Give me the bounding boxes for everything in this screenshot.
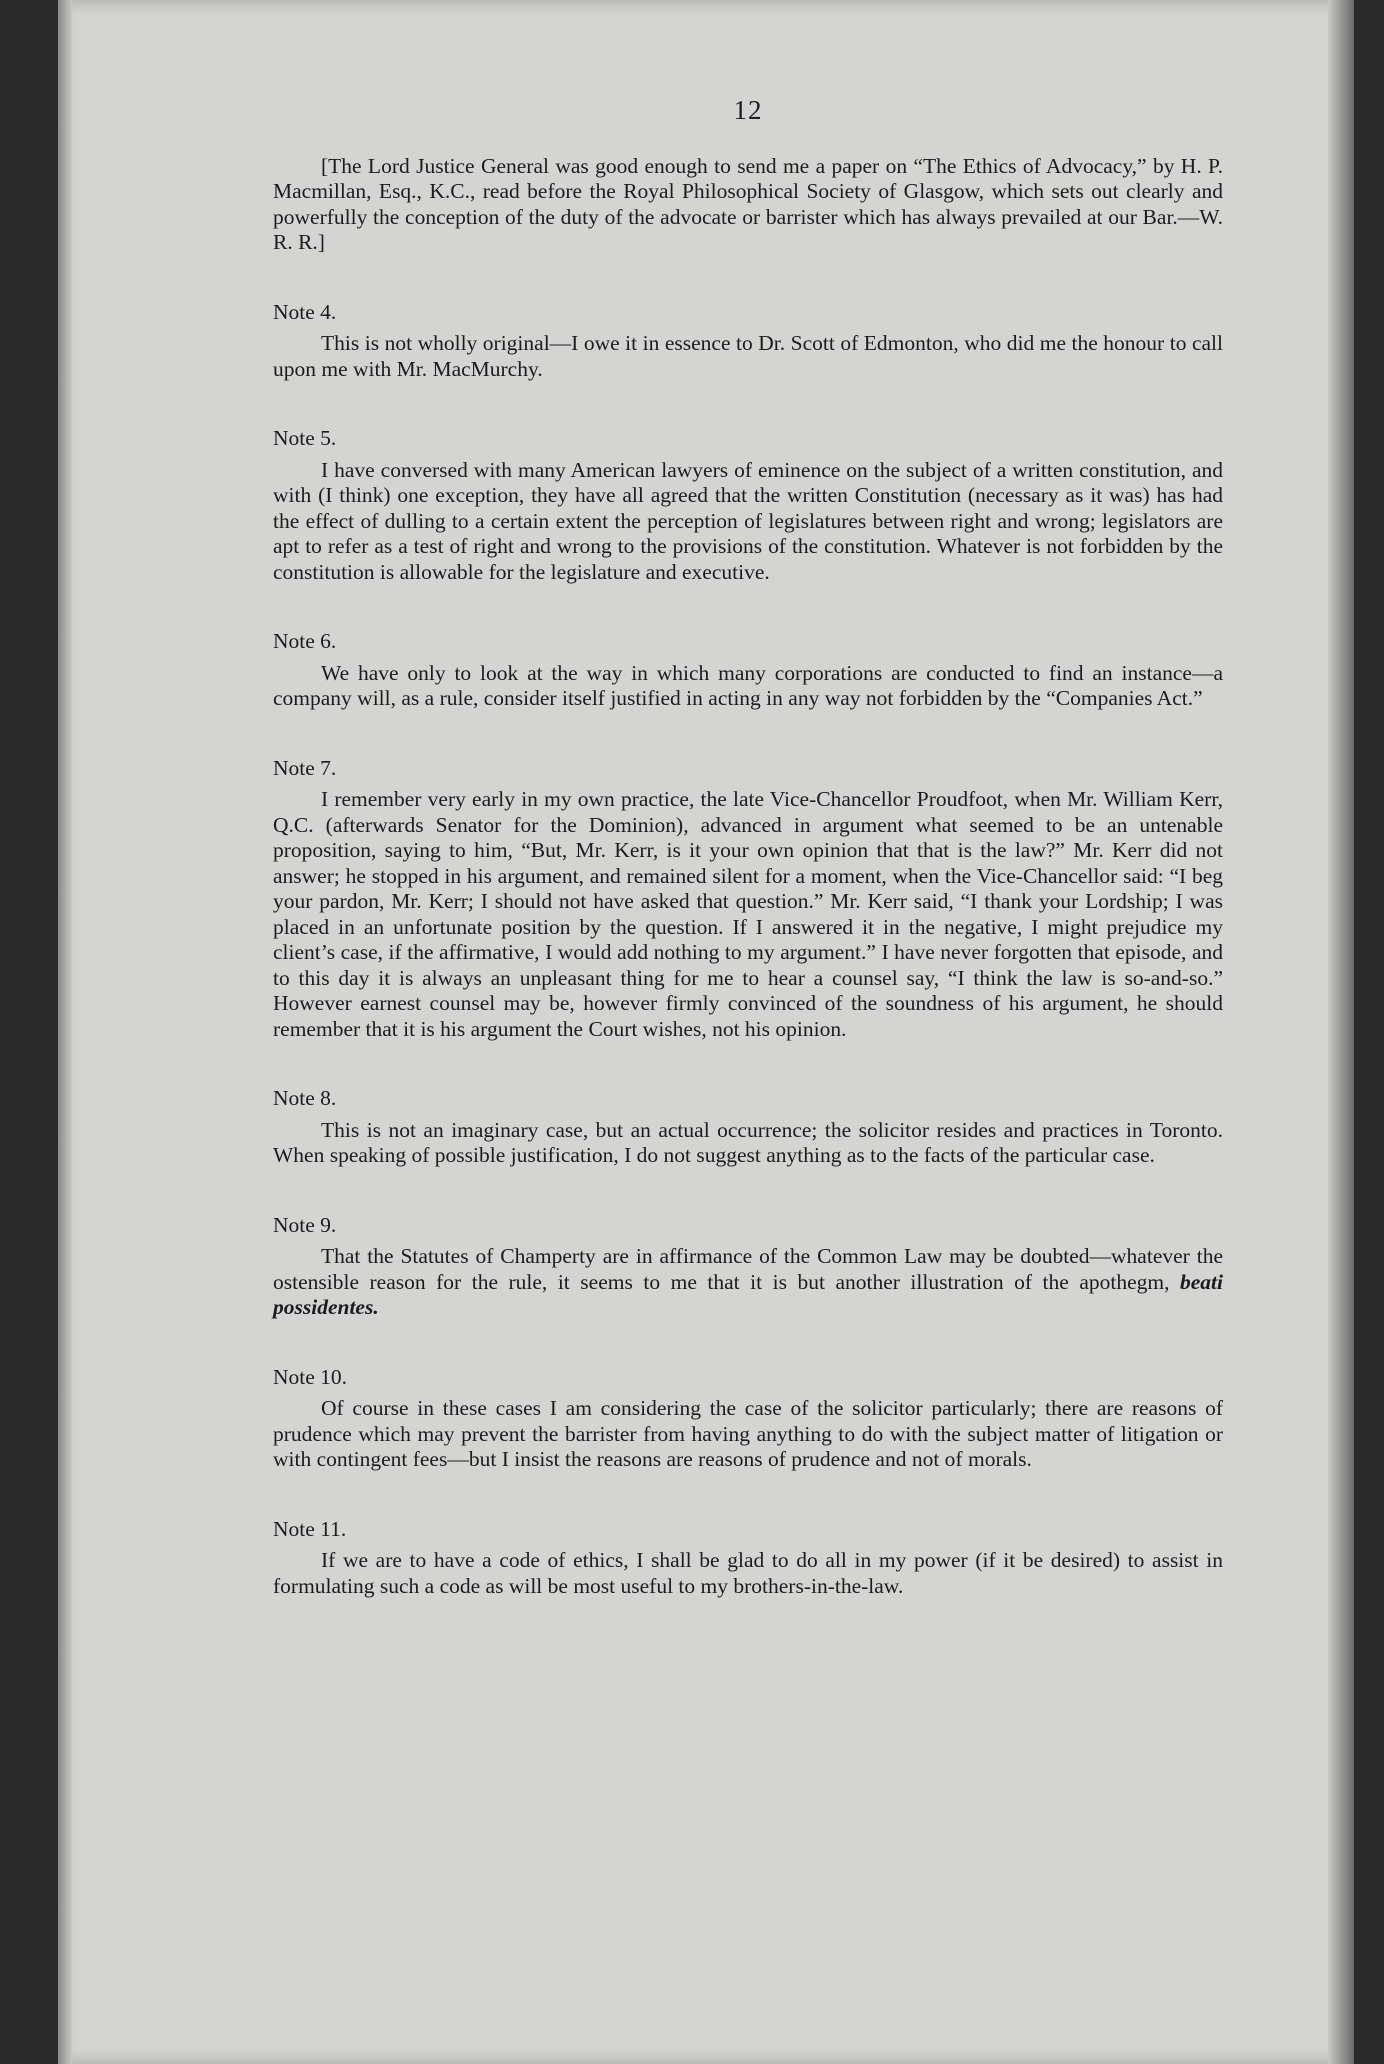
note-heading: Note 5. <box>273 426 337 450</box>
note-10 <box>273 1365 1223 1473</box>
note-7 <box>273 756 1223 1043</box>
note-text: Of course in these cases I am considering the case of the solicitor particularly; there are reasons of prudence which may prevent the barrister from having anything to do with the subject matter of litigation or with contingent fees—but I insist the reasons are reasons of prudence and not of morals. <box>273 1396 1223 1471</box>
note-9 <box>273 1213 1223 1321</box>
note-heading: Note 10. <box>273 1364 348 1389</box>
note-heading: Note 11. <box>273 1516 347 1541</box>
note-heading: Note 6. <box>273 629 337 653</box>
note-text <box>273 1244 1223 1321</box>
note-text-body: That the Statutes of Champerty are in affirmance of the Common Law may be doubted—whatever the ostensible reason for the rule, it seems to me that it is but another illustration of the apothegm, <box>273 1244 1223 1294</box>
page-edge-shadow <box>1328 0 1354 2064</box>
note-11 <box>273 1517 1223 1600</box>
note-text: This is not an imaginary case, but an actual occurrence; the solicitor resides and practices in Toronto. When speaking of possible justification, I do not suggest anything as to the facts of the particular case. <box>273 1117 1223 1167</box>
document-page <box>58 0 1354 2064</box>
note-heading: Note 4. <box>273 299 337 324</box>
page-content <box>273 95 1224 1599</box>
note-heading: Note 8. <box>273 1086 337 1110</box>
note-heading: Note 9. <box>273 1212 337 1237</box>
note-5 <box>273 426 1223 585</box>
note-text: This is not wholly original—I owe it in essence to Dr. Scott of Edmonton, who did me the honour to call upon me with Mr. MacMurchy. <box>273 331 1223 381</box>
note-4 <box>273 300 1223 383</box>
note-8 <box>273 1086 1223 1169</box>
note-text: I have conversed with many American lawyers of eminence on the subject of a written constitution, and with (I think) one exception, they have all agreed that the written Constitution (necessary as it was) has had the effect of dulling to a certain extent the perception of legislatures between right and wrong; legislators are apt to refer as a test of right and wrong to the provisions of the constitution. Whatever is not forbidden by the constitution is allowable for the legislature and executive. <box>273 457 1223 584</box>
page-number: 12 <box>733 95 763 125</box>
note-heading: Note 7. <box>273 755 337 780</box>
page-spine-shadow <box>58 0 72 2064</box>
note-text: I remember very early in my own practice, the late Vice-Chancellor Proudfoot, when Mr. William Kerr, Q.C. (afterwards Senator for the Dominion), advanced in argument what seemed to be an untenable proposition, saying to him, “But, Mr. Kerr, is it your own opinion that that is the law?” Mr. Kerr did not answer; he stopped in his argument, and remained silent for a moment, when the Vice-Chancellor said: “I beg your pardon, Mr. Kerr; I should not have asked that question.” Mr. Kerr said, “I thank your Lordship; I was placed in an unfortunate position by the question. If I answered it in the negative, I might prejudice my client’s case, if the affirmative, I would add nothing to my argument.” I have never forgotten that episode, and to this day it is always an unpleasant thing for me to hear a counsel say, “I think the law is so-and-so.” However earnest counsel may be, however firmly convinced of the soundness of his argument, he should remember that it is his argument the Court wishes, not his opinion. <box>273 787 1223 1041</box>
note-6 <box>273 629 1223 712</box>
latin-phrase: beati possidentes. <box>273 1269 1224 1319</box>
note-text: If we are to have a code of ethics, I shall be glad to do all in my power (if it be desired) to assist in formulating such a code as will be most useful to my brothers-in-the-law. <box>273 1548 1223 1598</box>
intro-paragraph: [The Lord Justice General was good enough to send me a paper on “The Ethics of Advocacy,” by H. P. Macmillan, Esq., K.C., read before the Royal Philosophical Society of Glasgow, which sets out clearly and powerfully the conception of the duty of the advocate or barrister which has always prevailed at our Bar.—W. R. R.] <box>273 153 1223 254</box>
note-text: We have only to look at the way in which many corporations are conducted to find an instance—a company will, as a rule, consider itself justified in acting in any way not forbidden by the “Companies Act.” <box>273 660 1223 710</box>
